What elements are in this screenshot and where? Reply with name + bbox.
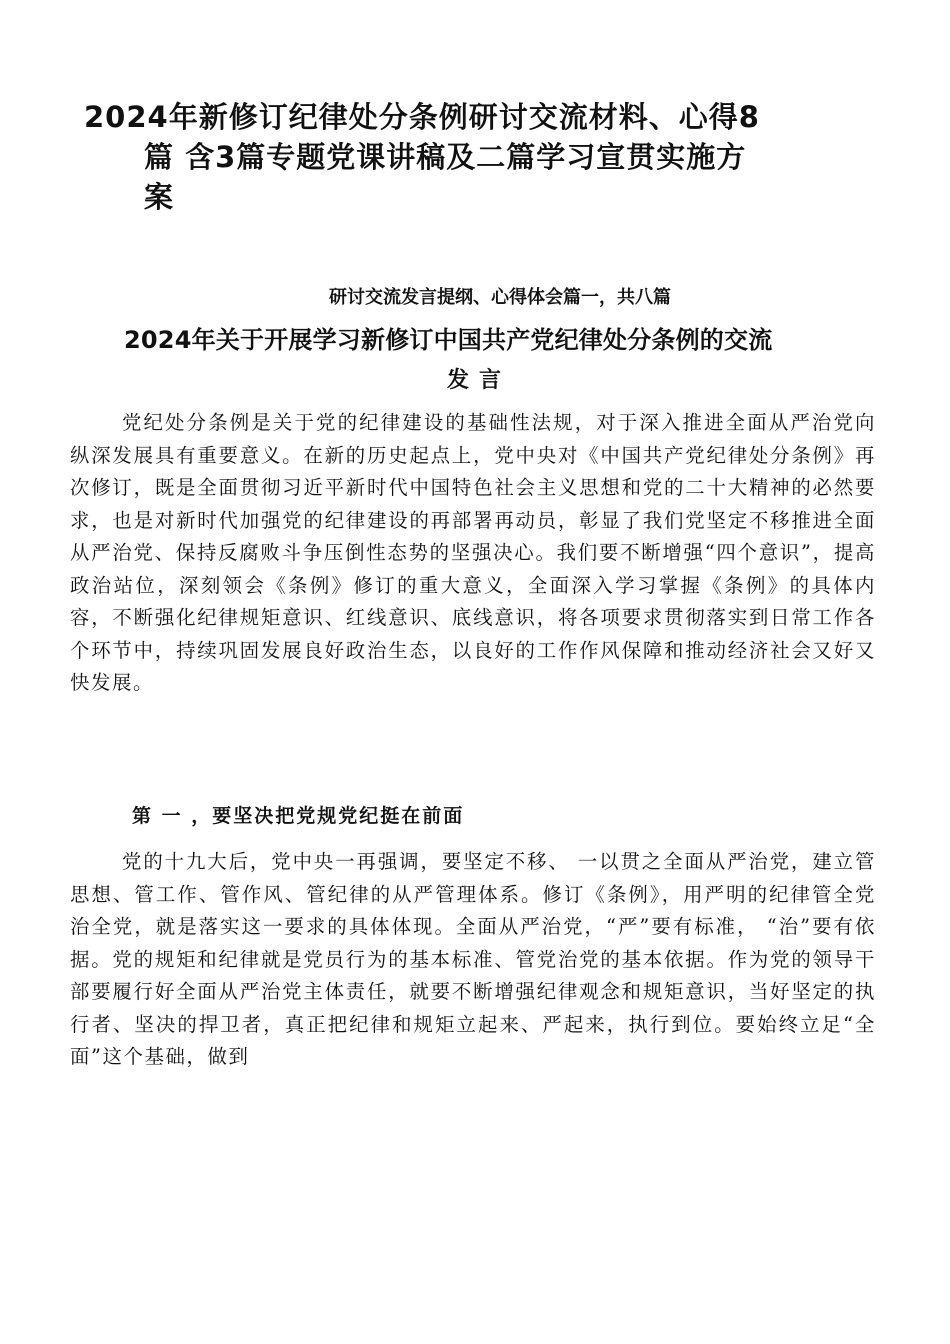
body-paragraph-1: 党纪处分条例是关于党的纪律建设的基础性法规，对于深入推进全面从严治党向纵深发展具有重要意义。在新的历史起点上，党中央对《中国共产党纪律处分条例》再次修订，既是全面贯彻习近平新时代中国特色社会主义思想和党的二十大精神的必然要求，也是对新时代加强党的纪律建设的再部署再动员，彰显了我们党坚定不移推进全面从严治党、保持反腐败斗争压倒性态势的坚强决心。我们要不断增强“四个意识”，提高政治站位，深刻领会《条例》修订的重大意义，全面深入学习掌握《条例》的具体内容，不断强化纪律规矩意识、红线意识、底线意识，将各项要求贯彻落实到日常工作各个环节中，持续巩固发展良好政治生态，以良好的工作作风保障和推动经济社会又好又快发展。: [70, 411, 876, 694]
speech-title: 2024年关于开展学习新修订中国共产党纪律处分条例的交流: [124, 326, 773, 354]
document-title-line-2: 篇 含3篇专题党课讲稿及二篇学习宣贯实施方: [144, 140, 747, 174]
document-title-line-1: 2024年新修订纪律处分条例研讨交流材料、心得8: [84, 100, 760, 134]
body-paragraph-2: 党的十九大后，党中央一再强调，要坚定不移、 一以贯之全面从严治党，建立管思想、管工作、管作风、管纪律的从严管理体系。修订《条例》，用严明的纪律管全党治全党，就是落实这一要求的具体体现。全面从严治党，“严”要有标准， “治”要有依据。党的规矩和纪律就是党员行为的基本标准、管党治党的基本依据。作为党的领导干部要履行好全面从严治党主体责任，就要不断增强纪律观念和规矩意识，当好坚定的执行者、坚决的捍卫者，真正把纪律和规矩立起来、严起来，执行到位。要始终立足“全面”这个基础，做到: [70, 850, 876, 1068]
speech-title-continuation: 发言: [446, 368, 511, 393]
document-title-line-3: 案: [144, 180, 175, 214]
sub-heading: 研讨交流发言提纲、心得体会篇一，共八篇: [329, 287, 671, 308]
document-title: [84, 97, 874, 217]
section-heading-1: 第 一 ，要坚决把党规党纪挺在前面: [132, 805, 465, 827]
